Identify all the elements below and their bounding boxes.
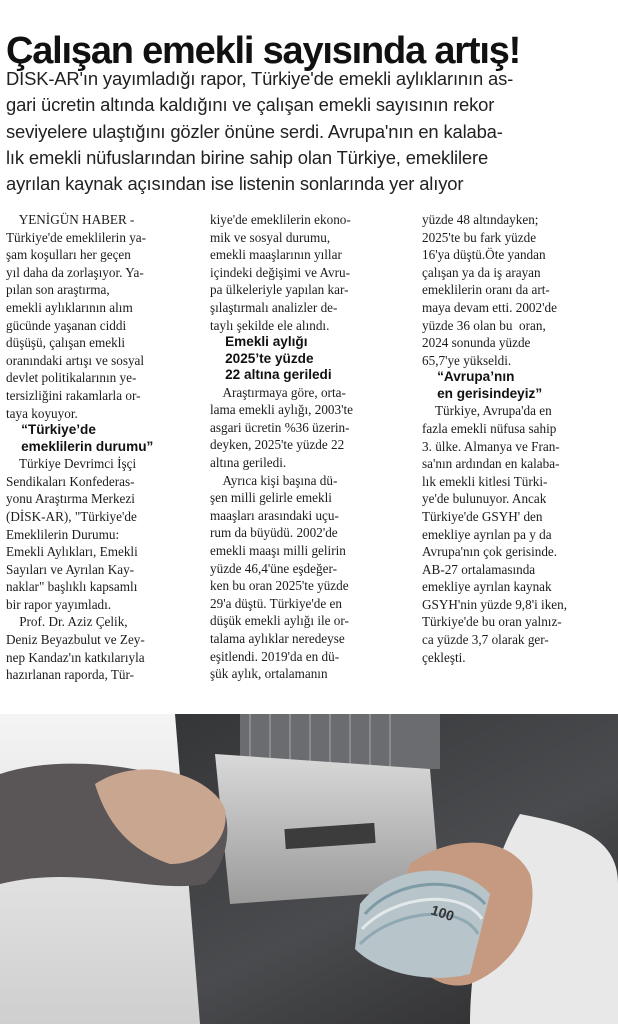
article-line: kiye'de emeklilerin ekono- [210,212,351,227]
article-line: bir rapor yayımladı. [6,596,112,612]
article-line: gücünde yaşanan ciddi [6,317,127,333]
lead-line: lık emekli nüfuslarından birine sahip olan Türkiye, emeklilere [6,146,489,168]
article-line: emekli aylıklarının alım [6,299,133,315]
article-line: maaşları arasındaki uçu- [210,507,339,523]
article-line: emekli maaşlarının yıllar [210,247,342,263]
article-line: 16'ya düştü.Öte yandan [422,247,546,263]
article-line: (DİSK-AR), "Türkiye'de [6,508,137,524]
article-line: düşüşü, çalışan emekli [6,335,126,351]
article-column-1 [6,211,202,684]
article-line: maya devam etti. 2002'de [422,299,557,315]
article-line: ye'de bulunuyor. Ancak [422,491,547,507]
article-line: tersizliğini rakamlarla or- [6,387,141,403]
article-line: lık emekli kitlesi Türki- [422,473,548,489]
article-line: Sendikaları Konfederas- [6,473,135,489]
article-line: çalışan ya da iş arayan [422,264,541,280]
subheading-line: 2025’te yüzde [210,350,314,366]
article-line: GSYH'nin yüzde 9,8'i iken, [422,596,568,612]
article-line: altına geriledi. [210,455,287,471]
article-line: nep Kandaz'ın katkılarıyla [6,649,145,665]
article-line: yıl daha da zorlaşıyor. Ya- [6,264,144,280]
article-line: Ayrıca kişi başına dü- [210,472,338,488]
headline: Çalışan emekli sayısında artış! [6,30,521,73]
article-line: ca yüzde 3,7 olarak ger- [422,632,549,648]
article-line: deyken, 2025'te yüzde 22 [210,437,345,453]
article-line: Emeklilerin Durumu: [6,526,120,542]
article-line: talama aylıklar neredeyse [210,630,345,646]
article-line: hazırlanan raporda, Tür- [6,667,135,683]
article-line: düşük emekli aylığı ile or- [210,613,349,629]
article-line: Türkiye, Avrupa'da en [422,403,552,419]
article-line: mik ve sosyal durumu, [210,229,331,245]
article-line: Prof. Dr. Aziz Çelik, [6,614,128,630]
article-line: çekleşti. [422,649,466,665]
article-line: yüzde 48 altındayken; [422,212,539,227]
subheading-line: “Avrupa’nın [422,369,515,385]
article-line: yüzde 46,4'üne eşdeğer- [210,560,337,576]
lead-line: ayrılan kaynak açısından ise listenin sonlarında yer alıyor [6,173,464,195]
subheading-line: 22 altına geriledi [210,367,332,383]
article-line: Deniz Beyazbulut ve Zey- [6,632,145,648]
banknote-text: 100 [429,901,457,925]
article-line: Avrupa'nın çok gerisinde. [422,544,558,560]
article-line: naklar" başlıklı kapsamlı [6,579,138,595]
lead-line: DİSK-AR'ın yayımladığı rapor, Türkiye'de emekli aylıklarının as- [6,68,514,89]
article-line: oranındaki artışı ve sosyal [6,352,145,368]
subheading-line: emeklilerin durumu” [6,438,154,454]
article-line: taylı şekilde ele alındı. [210,317,330,333]
article-line: Araştırmaya göre, orta- [210,384,346,400]
article-line: fazla emekli nüfusa sahip [422,420,557,436]
article-line: lama emekli aylığı, 2003'te [210,402,354,418]
article-line: devlet politikalarının ye- [6,370,137,386]
article-line: taya koyuyor. [6,405,78,421]
article-line: Türkiye'de bu oran yalnız- [422,614,562,630]
article-line: Türkiye'de GSYH' den [422,508,543,524]
subheading-line: en gerisindeyiz” [422,385,543,401]
article-line: Türkiye'de emeklilerin ya- [6,229,147,245]
article-line: şen milli gelirle emekli [210,490,332,506]
article-line: pılan son araştırma, [6,282,110,298]
article-line: 3. ülke. Almanya ve Fran- [422,438,560,454]
article-line: ken bu oran 2025'te yüzde [210,578,349,594]
article-line: Sayıları ve Ayrılan Kay- [6,561,135,577]
article-line: rum da büyüdü. 2002'de [210,525,338,541]
article-line: AB-27 ortalamasında [422,561,536,577]
article-line: içindeki değişimi ve Avru- [210,264,351,280]
article-line: emekliye ayrılan kaynak [422,579,552,595]
article-line: sa'nın ardından en kalaba- [422,456,560,472]
article-line: yonu Araştırma Merkezi [6,491,135,507]
article-line: yüzde 36 olan bu oran, [422,317,546,333]
article-line: 29'a düştü. Türkiye'de en [210,595,342,611]
lead-line: seviyelere ulaştığını gözler önüne serdi. Avrupa'nın en kalaba- [6,120,503,142]
article-photo [0,714,618,1024]
article-line: YENİGÜN HABER - [6,212,135,227]
subheading-line: Emekli aylığı [210,334,308,350]
article-line: asgari ücretin %36 üzerin- [210,419,350,435]
article-line: şam koşulları her geçen [6,247,131,263]
article-line: Türkiye Devrimci İşçi [6,456,137,472]
article-line: şük aylık, ortalamanın [210,666,328,682]
article-line: emekli maaşı milli gelirin [210,543,346,558]
article-column-3 [422,211,616,666]
article-column-2 [210,211,413,683]
article-line: pa ülkeleriyle yapılan kar- [210,282,349,298]
article-line: eşitlendi. 2019'da en dü- [210,648,340,664]
article-line: emekliye ayrılan pa y da [422,526,552,542]
article-line: şılaştırmalı analizler de- [210,299,338,315]
subheading-line: “Türkiye’de [6,422,96,438]
article-line: emeklilerin oranı da art- [422,282,550,298]
article-line: 2025'te bu fark yüzde [422,229,537,245]
article-line: 2024 sonunda yüzde [422,335,531,351]
lead-line: gari ücretin altında kaldığını ve çalışan emekli sayısının rekor [6,94,495,116]
article-line: Emekli Aylıkları, Emekli [6,544,138,560]
article-line: 65,7'ye yükseldi. [422,352,512,368]
lead-paragraph [6,66,612,197]
